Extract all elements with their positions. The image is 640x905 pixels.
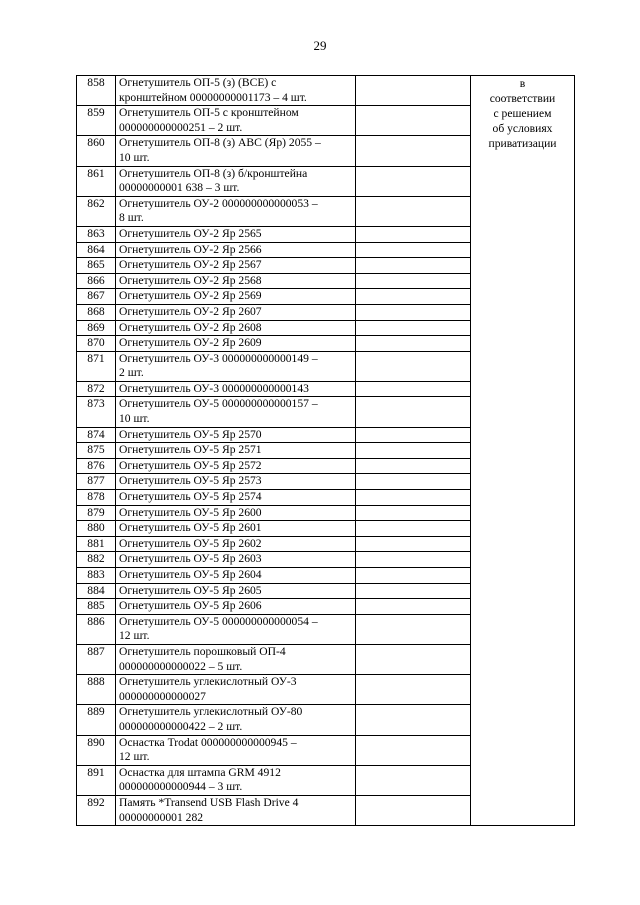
empty-cell [356,599,471,615]
item-number: 891 [77,765,116,795]
empty-cell [356,490,471,506]
item-name-line: кронштейном 00000000001173 – 4 шт. [119,90,307,104]
asset-table [76,75,575,826]
privatization-note-line: с решением [493,107,552,120]
empty-cell [356,242,471,258]
item-name [116,304,356,320]
item-name [116,583,356,599]
item-name-line: Огнетушитель углекислотный ОУ-3 [119,675,297,689]
item-number: 871 [77,351,116,381]
item-name [116,258,356,274]
empty-cell [356,536,471,552]
empty-cell [356,273,471,289]
item-name [116,490,356,506]
item-name-line: Огнетушитель ОУ-5 Яр 2605 [119,583,262,597]
item-number: 869 [77,320,116,336]
item-name [116,552,356,568]
item-name-line: Оснастка Trodat 000000000000945 – [119,735,297,749]
item-name-line: Огнетушитель ОУ-5 Яр 2604 [119,568,262,581]
empty-cell [356,552,471,568]
empty-cell [356,351,471,381]
empty-cell [356,289,471,305]
item-name-line: Огнетушитель ОУ-2 000000000000053 – [119,196,318,210]
item-name-line: Огнетушитель ОП-5 (з) (ВСЕ) с [119,76,277,89]
item-number: 863 [77,226,116,242]
item-name-line: 000000000000944 – 3 шт. [119,780,243,794]
item-name-line: Огнетушитель порошковый ОП-4 [119,644,286,658]
item-number: 873 [77,397,116,427]
item-name [116,458,356,474]
item-name [116,273,356,289]
item-name-line: Оснастка для штампа GRM 4912 [119,765,281,779]
table-row [77,76,575,106]
item-name-line: Огнетушитель ОП-8 (з) АВС (Яр) 2055 – [119,136,321,150]
empty-cell [356,458,471,474]
item-number: 864 [77,242,116,258]
item-number: 870 [77,336,116,352]
item-name [116,427,356,443]
empty-cell [356,397,471,427]
item-name-line: 000000000000027 [119,689,206,703]
item-name [116,106,356,136]
empty-cell [356,705,471,735]
item-name-line: Огнетушитель ОУ-3 000000000000143 [119,381,309,395]
item-name [116,505,356,521]
item-name [116,795,356,825]
item-number: 877 [77,474,116,490]
item-number: 878 [77,490,116,506]
item-number: 885 [77,599,116,615]
empty-cell [356,320,471,336]
item-name [116,242,356,258]
empty-cell [356,136,471,166]
privatization-note-line: в [519,77,526,90]
item-name [116,351,356,381]
empty-cell [356,795,471,825]
privatization-note-line: соответствии [489,92,556,105]
item-number: 892 [77,795,116,825]
item-name-line: 00000000001 282 [119,810,204,824]
empty-cell [356,76,471,106]
item-number: 865 [77,258,116,274]
item-name [116,536,356,552]
item-number: 883 [77,568,116,584]
item-name-line: Огнетушитель ОУ-5 Яр 2572 [119,458,262,472]
item-name [116,474,356,490]
item-name-line: 00000000001 638 – 3 шт. [119,181,240,195]
item-name-line: 2 шт. [119,366,144,380]
item-number: 882 [77,552,116,568]
empty-cell [356,304,471,320]
item-name [116,196,356,226]
item-name-line: Огнетушитель ОУ-5 Яр 2606 [119,599,262,613]
item-name-line: Огнетушитель ОУ-5 Яр 2600 [119,505,262,519]
empty-cell [356,583,471,599]
empty-cell [356,226,471,242]
empty-cell [356,614,471,644]
privatization-note-line: приватизации [488,137,557,150]
item-name-line: Огнетушитель ОУ-5 000000000000157 – [119,397,318,411]
item-number: 875 [77,443,116,459]
item-name-line: Огнетушитель ОУ-2 Яр 2568 [119,273,262,287]
item-name-line: Огнетушитель ОП-5 с кронштейном [119,106,299,120]
item-name-line: Память *Transend USB Flash Drive 4 [119,795,299,809]
item-number: 859 [77,106,116,136]
item-name [116,521,356,537]
item-name [116,397,356,427]
privatization-note-line: об условиях [492,122,553,135]
item-number: 888 [77,675,116,705]
item-name-line: Огнетушитель ОУ-5 Яр 2601 [119,521,262,535]
item-name-line: 10 шт. [119,150,150,164]
item-name-line: Огнетушитель ОУ-5 Яр 2603 [119,552,262,566]
item-name-line: Огнетушитель ОУ-5 Яр 2571 [119,443,262,457]
item-name-line: Огнетушитель ОУ-2 Яр 2569 [119,289,262,303]
empty-cell [356,505,471,521]
item-name-line: 000000000000422 – 2 шт. [119,719,243,733]
item-number: 861 [77,166,116,196]
item-name [116,675,356,705]
item-number: 879 [77,505,116,521]
item-number: 887 [77,644,116,674]
item-name [116,568,356,584]
empty-cell [356,765,471,795]
empty-cell [356,166,471,196]
empty-cell [356,735,471,765]
item-name-line: Огнетушитель ОУ-2 Яр 2566 [119,242,262,256]
item-number: 880 [77,521,116,537]
item-name-line: Огнетушитель ОУ-5 Яр 2570 [119,427,262,441]
item-name [116,336,356,352]
item-name [116,289,356,305]
item-name [116,381,356,397]
privatization-note [471,76,575,826]
empty-cell [356,336,471,352]
item-name [116,166,356,196]
item-name [116,76,356,106]
item-name-line: Огнетушитель ОУ-5 Яр 2573 [119,474,262,488]
item-name [116,644,356,674]
item-name-line: 10 шт. [119,412,150,426]
item-number: 860 [77,136,116,166]
item-number: 867 [77,289,116,305]
item-number: 866 [77,273,116,289]
item-name-line: Огнетушитель ОУ-2 Яр 2607 [119,304,262,318]
item-name-line: Огнетушитель ОУ-2 Яр 2608 [119,320,262,334]
empty-cell [356,106,471,136]
item-number: 868 [77,304,116,320]
item-name [116,320,356,336]
empty-cell [356,196,471,226]
empty-cell [356,568,471,584]
empty-cell [356,443,471,459]
item-name [116,705,356,735]
item-name [116,765,356,795]
empty-cell [356,521,471,537]
item-number: 886 [77,614,116,644]
item-number: 858 [77,76,116,106]
item-name-line: 12 шт. [119,629,150,643]
empty-cell [356,644,471,674]
item-name [116,226,356,242]
item-number: 884 [77,583,116,599]
item-number: 862 [77,196,116,226]
item-name-line: Огнетушитель ОП-8 (з) б/кронштейна [119,166,308,180]
item-number: 881 [77,536,116,552]
item-name-line: Огнетушитель ОУ-2 Яр 2567 [119,258,262,272]
empty-cell [356,675,471,705]
item-number: 872 [77,381,116,397]
item-name-line: Огнетушитель ОУ-5 000000000000054 – [119,614,318,628]
item-name [116,136,356,166]
item-name-line: Огнетушитель ОУ-3 000000000000149 – [119,351,318,365]
item-name [116,614,356,644]
empty-cell [356,381,471,397]
empty-cell [356,258,471,274]
item-number: 874 [77,427,116,443]
empty-cell [356,427,471,443]
item-name-line: Огнетушитель углекислотный ОУ-80 [119,705,303,719]
item-name-line: Огнетушитель ОУ-2 Яр 2609 [119,336,262,350]
item-name-line: 000000000000251 – 2 шт. [119,120,243,134]
empty-cell [356,474,471,490]
item-name-line: Огнетушитель ОУ-5 Яр 2602 [119,536,262,550]
item-name-line: 12 шт. [119,750,150,764]
item-number: 876 [77,458,116,474]
item-name-line: 8 шт. [119,211,144,225]
page-number: 29 [313,38,327,53]
item-name-line: 000000000000022 – 5 шт. [119,659,243,673]
item-name [116,735,356,765]
item-number: 889 [77,705,116,735]
item-name [116,599,356,615]
item-name-line: Огнетушитель ОУ-5 Яр 2574 [119,490,262,504]
asset-table-body [77,76,575,826]
item-number: 890 [77,735,116,765]
item-name-line: Огнетушитель ОУ-2 Яр 2565 [119,226,262,240]
item-name [116,443,356,459]
